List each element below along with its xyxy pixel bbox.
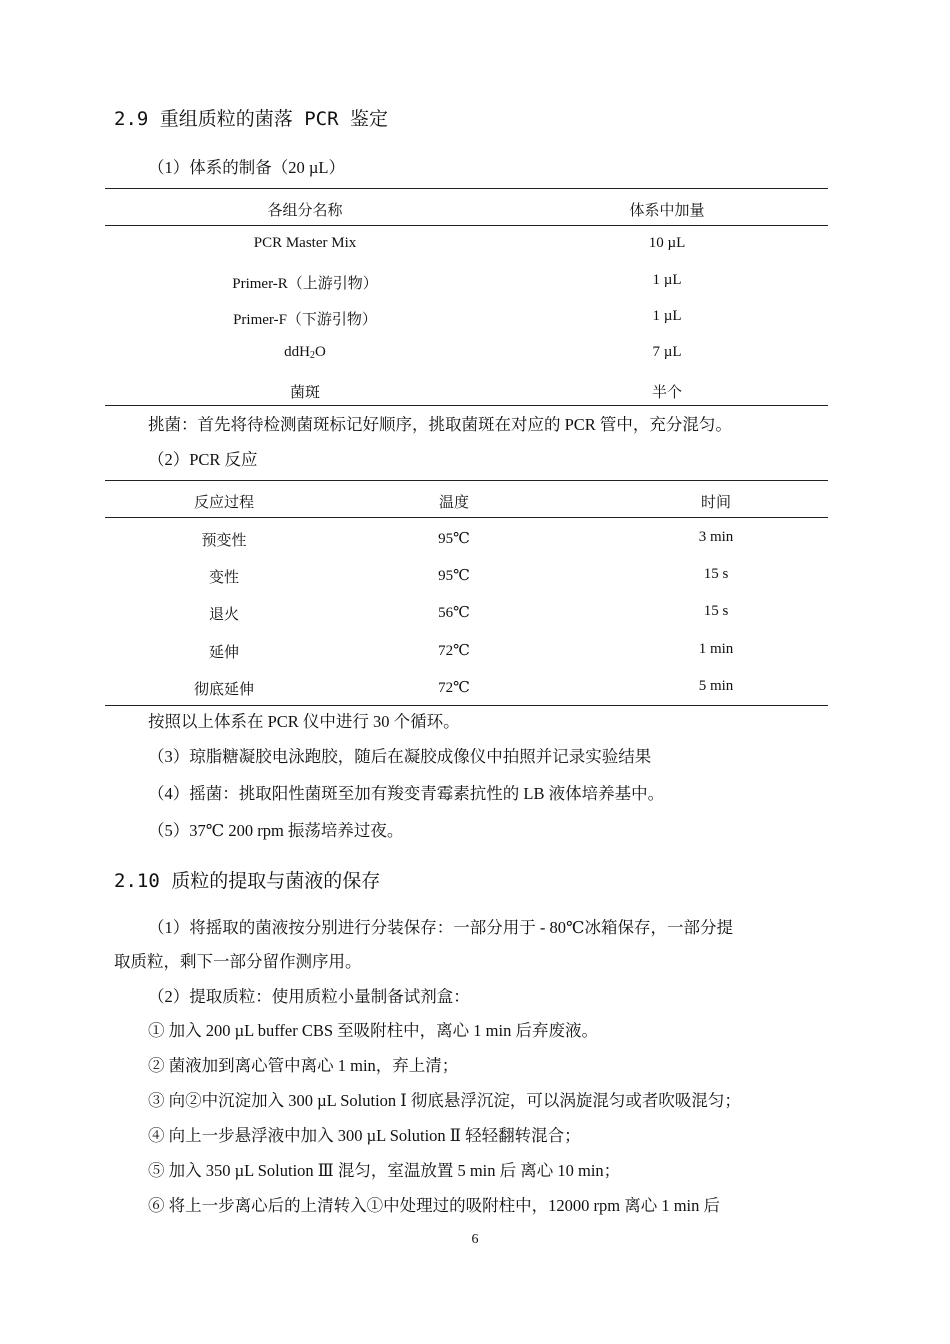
table-cell: 10 µL	[648, 235, 686, 251]
table-header-amount: 体系中加量	[629, 203, 705, 219]
page-number: 6	[471, 1232, 479, 1247]
section-heading-2-9: 2.9 重组质粒的菌落 PCR 鉴定	[114, 108, 388, 130]
list-item-step-4: ④ 向上一步悬浮液中加入 300 µL Solution Ⅱ 轻轻翻转混合；	[148, 1126, 581, 1145]
table-cell: Primer-R（上游引物）	[232, 276, 378, 292]
list-item-step-6: ⑥ 将上一步离心后的上清转入①中处理过的吸附柱中，12000 rpm 离心 1 min 后	[148, 1196, 720, 1215]
table-cell: 菌斑	[289, 385, 320, 401]
table-header-temperature: 温度	[438, 495, 469, 511]
table-cell: 95℃	[438, 568, 470, 584]
table-bottom-rule	[105, 705, 828, 706]
paragraph-storage-line-1: （1）将摇取的菌液按分别进行分装保存：一部分用于 - 80℃冰箱保存，一部分提	[148, 918, 733, 937]
table-cell: 半个	[651, 385, 682, 401]
table-header-rule	[105, 517, 828, 518]
paragraph-step-4: （4）摇菌：挑取阳性菌斑至加有羧变青霉素抗性的 LB 液体培养基中。	[148, 784, 665, 803]
table-cell: 15 s	[703, 603, 729, 619]
table-cell: 56℃	[438, 605, 470, 621]
list-item-step-3: ③ 向②中沉淀加入 300 µL Solution Ⅰ 彻底悬浮沉淀，可以涡旋混匀或者吹吸混匀；	[148, 1091, 741, 1110]
table-cell: Primer-F（下游引物）	[233, 312, 377, 328]
table-header-component: 各组分名称	[267, 203, 343, 219]
table-cell: 95℃	[438, 531, 470, 547]
table-cell: 退火	[208, 607, 239, 623]
table-cell: 3 min	[698, 529, 734, 545]
paragraph-step-5: （5）37℃ 200 rpm 振荡培养过夜。	[148, 821, 404, 840]
paragraph-pick-colony: 挑菌：首先将待检测菌斑标记好顺序，挑取菌斑在对应的 PCR 管中，充分混匀。	[148, 415, 732, 434]
table-header-rule	[105, 225, 828, 226]
subheading-pcr-reaction: （2）PCR 反应	[148, 450, 258, 469]
table-cell: 5 min	[698, 678, 734, 694]
table-cell: 1 min	[698, 641, 734, 657]
table-cell: 72℃	[438, 680, 470, 696]
table-bottom-rule	[105, 405, 828, 406]
table-cell: 1 µL	[652, 272, 682, 288]
table-top-rule	[105, 480, 828, 481]
paragraph-extraction-kit: （2）提取质粒：使用质粒小量制备试剂盒：	[148, 987, 470, 1006]
table-cell: 延伸	[208, 645, 239, 661]
paragraph-storage-line-2: 取质粒，剩下一部分留作测序用。	[114, 952, 362, 971]
table-header-time: 时间	[700, 495, 731, 511]
table-top-rule	[105, 188, 828, 189]
list-item-step-2: ② 菌液加到离心管中离心 1 min，弃上清；	[148, 1056, 459, 1075]
table-cell: 变性	[208, 570, 239, 586]
table-cell: 1 µL	[652, 308, 682, 324]
table-cell: 彻底延伸	[193, 682, 254, 698]
table-cell-ddh2o: ddH$_2$O	[284, 344, 326, 361]
table-cell: 15 s	[703, 566, 729, 582]
subheading-system-prep: （1）体系的制备（20 µL）	[148, 158, 345, 177]
paragraph-step-3: （3）琼脂糖凝胶电泳跑胶，随后在凝胶成像仪中拍照并记录实验结果	[148, 747, 652, 766]
list-item-step-1: ① 加入 200 µL buffer CBS 至吸附柱中，离心 1 min 后弃废液。	[148, 1021, 598, 1040]
paragraph-cycles: 按照以上体系在 PCR 仪中进行 30 个循环。	[148, 712, 460, 731]
table-cell: 7 µL	[652, 344, 682, 360]
section-heading-2-10: 2.10 质粒的提取与菌液的保存	[114, 870, 381, 892]
list-item-step-5: ⑤ 加入 350 µL Solution Ⅲ 混匀，室温放置 5 min 后 离心 10 min；	[148, 1161, 621, 1180]
table-cell: 72℃	[438, 643, 470, 659]
table-cell: PCR Master Mix	[253, 235, 357, 251]
table-cell: 预变性	[201, 533, 247, 549]
table-header-step: 反应过程	[193, 495, 254, 511]
